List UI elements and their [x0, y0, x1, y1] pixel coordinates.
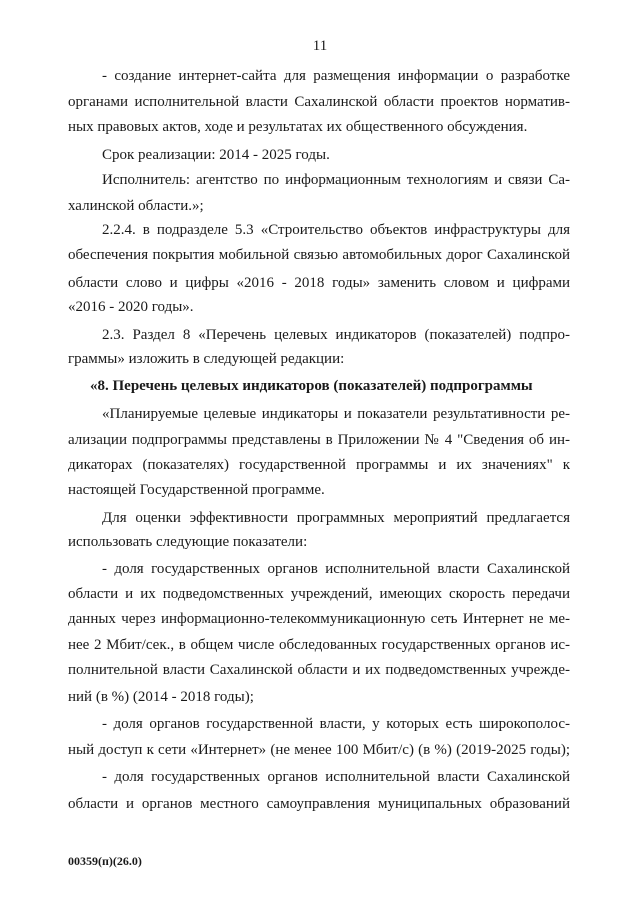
text-line: настоящей Государственной программе. [68, 482, 325, 498]
text-line: области и органов местного самоуправления муниципальных образований [68, 796, 570, 812]
text-line: данных через информационно-телекоммуникационную сеть Интернет не ме- [68, 611, 570, 627]
text-line: «Планируемые целевые индикаторы и показатели результативности ре- [102, 406, 570, 422]
text-line: - доля органов государственной власти, у которых есть широкополос- [102, 716, 570, 732]
text-line: использовать следующие показатели: [68, 534, 308, 550]
text-line: 2.2.4. в подразделе 5.3 «Строительство объектов инфраструктуры для [102, 222, 570, 238]
text-line: ализации подпрограммы представлены в Приложении № 4 "Сведения об ин- [68, 432, 570, 448]
text-line: ных правовых актов, ходе и результатах их общественного обсуждения. [68, 119, 528, 135]
text-line: «8. Перечень целевых индикаторов (показателей) подпрограммы [90, 378, 533, 394]
text-line: Срок реализации: 2014 - 2025 годы. [102, 147, 330, 163]
text-line: граммы» изложить в следующей редакции: [68, 351, 345, 367]
page-number: 11 [312, 38, 328, 54]
text-line: полнительной власти Сахалинской области и их подведомственных учрежде- [68, 662, 570, 678]
text-line: органами исполнительной власти Сахалинской области проектов норматив- [68, 94, 570, 110]
text-line: - доля государственных органов исполнительной власти Сахалинской [102, 769, 570, 785]
text-line: халинской области.»; [68, 198, 204, 214]
text-line: Для оценки эффективности программных мероприятий предлагается [102, 510, 570, 526]
document-code: 00359(п)(26.0) [68, 854, 142, 868]
text-line: области и их подведомственных учреждений, имеющих скорость передачи [68, 586, 570, 602]
text-line: ный доступ к сети «Интернет» (не менее 100 Мбит/с) (в %) (2019-2025 годы); [68, 742, 570, 758]
text-line: «2016 - 2020 годы». [68, 299, 194, 315]
text-line: Исполнитель: агентство по информационным технологиям и связи Са- [102, 172, 570, 188]
text-line: нее 2 Мбит/сек., в общем числе обследованных государственных органов ис- [68, 637, 570, 653]
text-line: обеспечения покрытия мобильной связью автомобильных дорог Сахалинской [68, 247, 570, 263]
text-line: - доля государственных органов исполнительной власти Сахалинской [102, 561, 570, 577]
text-line: ний (в %) (2014 - 2018 годы); [68, 689, 254, 705]
text-line: дикаторах (показателях) государственной программы и их значениях" к [68, 457, 570, 473]
text-line: - создание интернет-сайта для размещения информации о разработке [102, 68, 570, 84]
text-line: 2.3. Раздел 8 «Перечень целевых индикаторов (показателей) подпро- [102, 327, 570, 343]
text-line: области слово и цифры «2016 - 2018 годы» заменить словом и цифрами [68, 275, 570, 291]
